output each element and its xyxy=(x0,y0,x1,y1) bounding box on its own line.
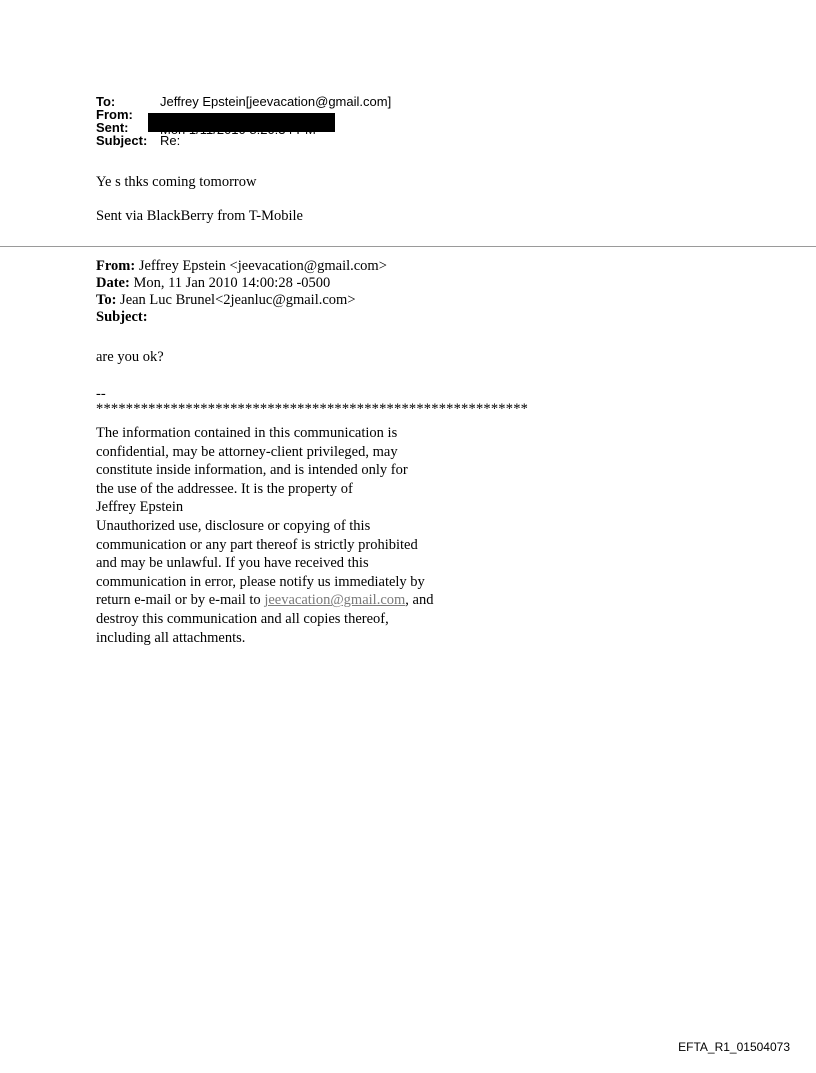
header-subject-row xyxy=(96,134,391,147)
disclaimer-line: The information contained in this communication is xyxy=(96,425,398,441)
disclaimer-line: the use of the addressee. It is the property of xyxy=(96,480,353,497)
divider xyxy=(0,246,816,247)
disclaimer-line: and may be unlawful. If you have received this xyxy=(96,555,369,572)
disclaimer xyxy=(96,424,516,647)
reply-signature: Sent via BlackBerry from T-Mobile xyxy=(96,208,303,224)
quoted-body: are you ok? xyxy=(96,349,164,365)
header-to-row xyxy=(96,95,391,108)
to-value: Jeffrey Epstein[jeevacation@gmail.com] xyxy=(160,94,392,109)
quoted-subject-row xyxy=(96,309,387,326)
quoted-date-label: Date: xyxy=(96,275,130,291)
quoted-date-value: Mon, 11 Jan 2010 14:00:28 -0500 xyxy=(129,275,331,291)
disclaimer-line: destroy this communication and all copies thereof, xyxy=(96,610,389,627)
signature-stars: ********************************************************** xyxy=(96,401,529,417)
sent-label: Sent: xyxy=(96,120,129,135)
quoted-subject-label: Subject: xyxy=(96,309,148,325)
quoted-to-label: To: xyxy=(96,292,117,308)
disclaimer-prefix: return e-mail or by e-mail to xyxy=(96,592,265,609)
quoted-date-row xyxy=(96,275,387,292)
disclaimer-line: Unauthorized use, disclosure or copying of this xyxy=(96,517,371,534)
signature-dashes: -- xyxy=(96,386,106,402)
disclaimer-line: communication or any part thereof is strictly prohibited xyxy=(96,536,418,553)
redaction-box xyxy=(148,113,335,132)
disclaimer-line: including all attachments. xyxy=(96,629,246,646)
quoted-from-value: Jeffrey Epstein <jeevacation@gmail.com> xyxy=(135,258,387,274)
quoted-from-row xyxy=(96,258,387,275)
quoted-from-label: From: xyxy=(96,258,136,274)
quoted-to-value: Jean Luc Brunel<2jeanluc@gmail.com> xyxy=(116,292,356,308)
document-id: EFTA_R1_01504073 xyxy=(678,1040,790,1054)
quoted-header xyxy=(96,258,387,326)
email-link[interactable]: jeevacation@gmail.com xyxy=(264,592,406,609)
disclaimer-line xyxy=(96,591,516,610)
disclaimer-line: constitute inside information, and is intended only for xyxy=(96,462,408,479)
quoted-to-row xyxy=(96,292,387,309)
subject-label: Subject: xyxy=(96,133,148,148)
disclaimer-line: confidential, may be attorney-client privileged, may xyxy=(96,443,398,460)
disclaimer-suffix: , and xyxy=(405,592,434,609)
reply-body: Ye s thks coming tomorrow xyxy=(96,174,257,190)
disclaimer-line: Jeffrey Epstein xyxy=(96,499,184,516)
disclaimer-line: communication in error, please notify us immediately by xyxy=(96,573,425,590)
subject-value: Re: xyxy=(160,133,181,148)
from-label: From: xyxy=(96,107,133,122)
to-label: To: xyxy=(96,94,116,109)
